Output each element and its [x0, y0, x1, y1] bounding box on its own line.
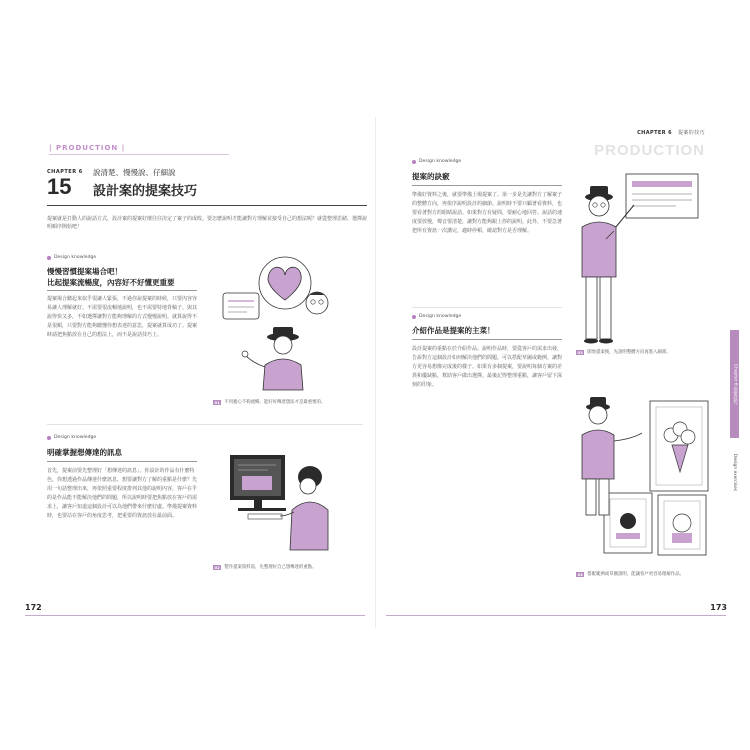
chapter-rule: [47, 205, 367, 206]
section-body: 提案場合聽起來似乎很讓人緊張，不過你說提案的時候，只要內容容易讓人理解就好。不需要很流暢地說明，也不需要特地背稿子。與其說得快又多，不如選擇讓對方能夠理解的方式慢慢說明。就算說得不是很順，只要對方能夠聽懂你想表達的意思，提案就算成功了。提案時請把焦點放在自己的想法上，而不是說話技巧上。: [47, 296, 197, 338]
design-knowledge-label: Design knowledge: [47, 435, 96, 440]
section-watermark: PRODUCTION: [594, 142, 705, 159]
page-number: 172: [25, 603, 42, 612]
section-title: 明確掌握想傳達的訊息: [47, 448, 122, 457]
running-header: CHAPTER 6 提案的技巧: [637, 130, 705, 136]
caption-3: 03 開始提案後，先說明整體方向再進入細節。: [577, 350, 671, 355]
design-knowledge-label: Design knowledge: [47, 255, 96, 260]
chapter-side-tab: Chapter 6 提案技巧: [730, 330, 739, 438]
section-divider: [47, 424, 363, 425]
bullet-icon: [47, 436, 51, 440]
computer-illustration: [218, 450, 343, 550]
design-knowledge-label: Design knowledge: [412, 314, 461, 319]
intro-text: 提案就是打動人的說話方式，設計案的提案好壞往往決定了案子的成敗。要怎麼說明才能讓對方理解並接受自己的想法呢？就從整理思緒、選擇說明順序開始吧！: [47, 216, 368, 230]
section-rule: [47, 461, 197, 462]
poster-illustration: [576, 397, 711, 567]
section-divider: [412, 307, 562, 308]
caption-4: 04 搭配範例或草圖說明，能讓客戶更容易理解作品。: [577, 572, 684, 577]
book-spread: [13, 117, 739, 628]
section-body: 設計提案的重點在於介紹作品。說明作品時，要從客戶的需求出發，告訴對方這個設計如何解決他們的問題。可以搭配草圖或範例，讓對方更容易想像完成後的樣子。如果有多個提案，要說明每個方案的差異和優缺點，幫助客戶做出選擇。最後記得整理重點，讓客戶留下深刻的印象。: [412, 346, 562, 388]
left-page: [13, 117, 376, 628]
section-tag: | PRODUCTION |: [49, 144, 126, 152]
chapter-label: CHAPTER 6: [47, 169, 83, 175]
bullet-icon: [47, 256, 51, 260]
design-knowledge-label: Design knowledge: [412, 159, 461, 164]
chapter-number: 15: [47, 174, 72, 199]
bullet-icon: [412, 160, 416, 164]
section-tag-rule: [49, 154, 229, 155]
footer-rule: [386, 615, 726, 616]
bullet-icon: [412, 315, 416, 319]
section-body: 首先，提案前要先整理好「想傳達的訊息」。你設計的作品有什麼特色，你想透過作品傳達什麼訊息，想要讓對方了解的重點是什麼？先用一句話整理出來，再依照重要程度排列其他的說明內容。客戶在乎的是作品能不能解決他們的問題，所以說明時要把焦點放在客戶的需求上，讓客戶知道這個設計可以為他們帶來什麼好處。準備提案資料時，也要站在客戶的角度思考，把重要的資訊放在最前面。: [47, 468, 197, 519]
section-title: 介紹作品是提案的主菜！: [412, 326, 495, 335]
chapter-subtitle: 說清楚、慢慢說、仔細說: [93, 168, 176, 177]
section-title: 提案的訣竅: [412, 172, 450, 181]
right-page: [376, 117, 739, 628]
section-body: 準備好資料之後，就要準備上場提案了。第一步是先讓對方了解案子的整體方向，再依序說明設計的細節。說明時不要只顧著看資料，也要看著對方的眼睛說話。如果對方有疑問，要耐心地回答。說話的速度要放慢，聲音要清楚，讓對方能夠跟上你的說明。此外，不要急著把所有資訊一次講完，適時停頓，確認對方是否理解。: [412, 192, 562, 234]
footer-rule: [25, 615, 365, 616]
presenter-illustration-1: [213, 255, 343, 390]
caption-2: 02 製作提案資料前，先整理好自己想傳達的重點。: [214, 565, 317, 570]
section-rule: [412, 339, 562, 340]
section-title: 慢慢習慣提案場合吧！ 比起提案流暢度，內容好不好懂更重要: [47, 267, 175, 287]
caption-1: 01 不用擔心不夠流暢，能好好傳達想法才是最重要的。: [214, 400, 326, 405]
page-number: 173: [710, 603, 727, 612]
section-rule: [47, 290, 197, 291]
section-rule: [412, 185, 562, 186]
exercise-side-tab: Design exercises: [732, 453, 737, 491]
chapter-title: 設計案的提案技巧: [93, 184, 198, 199]
presenter-illustration-2: [576, 169, 706, 344]
